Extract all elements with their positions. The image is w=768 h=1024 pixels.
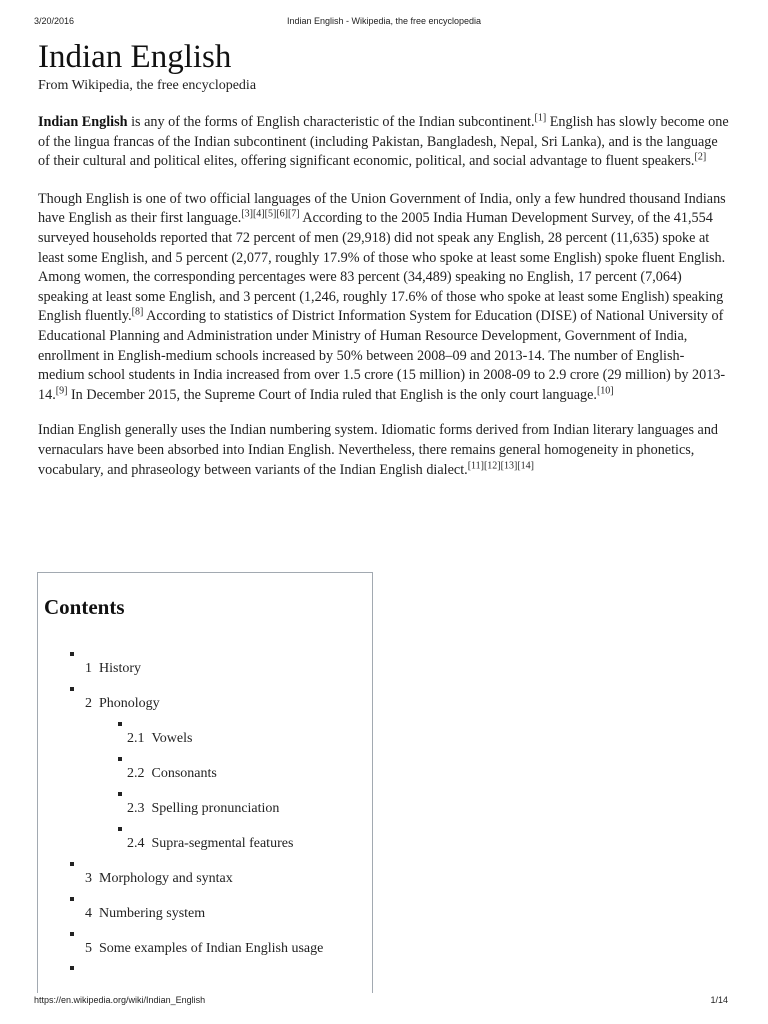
reference-link[interactable]: [8]: [131, 306, 144, 318]
toc-label: History: [99, 661, 141, 676]
table-of-contents: [37, 572, 373, 993]
site-tagline: From Wikipedia, the free encyclopedia: [38, 78, 257, 93]
toc-list: [38, 573, 372, 993]
toc-label: Vowels: [151, 731, 193, 746]
toc-title: Contents: [44, 595, 125, 619]
toc-bullet: [70, 966, 74, 970]
text-run: Though English is one of two official languages of the Union Government of India, only a few hundred thousand Indians have English as their first language.: [38, 190, 726, 227]
toc-item-examples-of-usage[interactable]: [85, 940, 323, 958]
print-footer: [0, 995, 768, 1009]
toc-label: Phonology: [99, 696, 160, 711]
toc-number: 2.4: [127, 836, 145, 851]
reference-link[interactable]: [9]: [55, 384, 68, 396]
article-body: [38, 38, 730, 480]
toc-item-spelling-pronunciation[interactable]: [127, 800, 279, 818]
bold-term: Indian English: [38, 114, 128, 130]
toc-number: 4: [85, 906, 92, 921]
lead-paragraph: [38, 113, 730, 172]
reference-link[interactable]: [3][4][5][6][7]: [241, 208, 300, 220]
toc-label: Supra-segmental features: [151, 836, 294, 851]
text-run: In December 2015, the Supreme Court of India ruled that English is the only court language.: [67, 386, 597, 403]
toc-number: 2.2: [127, 766, 145, 781]
print-page-title: Indian English - Wikipedia, the free encyclopedia: [286, 16, 482, 26]
reference-link[interactable]: [10]: [596, 384, 614, 396]
toc-bullet: [70, 652, 74, 656]
toc-bullet: [118, 792, 122, 796]
print-url: https://en.wikipedia.org/wiki/Indian_English: [34, 995, 206, 1005]
toc-item-vowels[interactable]: [127, 730, 192, 748]
paragraph-official-languages: [38, 190, 730, 406]
toc-item-morphology-and-syntax[interactable]: [85, 870, 233, 888]
toc-label: Some examples of Indian English usage: [99, 941, 324, 956]
text-run: is any of the forms of English characteristic of the Indian subcontinent.: [127, 114, 535, 130]
text-run: English has slowly become one of the lingua francas of the Indian subcontinent (including Pakistan, Bangladesh, Nepal, Sri Lanka), and is the language of their cultural and political elites, offering significant economic, political, and social advantage to fluent speakers.: [38, 114, 729, 170]
toc-item-history[interactable]: [85, 660, 141, 678]
page-title: Indian English: [38, 39, 232, 75]
toc-bullet: [118, 722, 122, 726]
toc-label: Numbering system: [99, 906, 206, 921]
toc-number: 5: [85, 941, 92, 956]
toc-number: 2: [85, 696, 92, 711]
paragraph-numbering-system: [38, 421, 730, 480]
toc-bullet: [118, 827, 122, 831]
toc-bullet: [70, 687, 74, 691]
toc-bullet: [70, 932, 74, 936]
toc-bullet: [70, 862, 74, 866]
toc-number: 2.1: [127, 731, 145, 746]
toc-item-supra-segmental-features[interactable]: [127, 835, 293, 853]
text-run: According to statistics of District Information System for Education (DISE) of National University of Educational Planning and Administration under Ministry of Human Resource Development, Government of India, enrollment in English-medium schools increased by 50% between 2008–09 and 2013-14. The number of English-medium school students in India increased from over 1.5 crore (15 million) in 2008-09 to 2.9 crore (29 million) by 2013-14.: [38, 308, 726, 403]
toc-item-consonants[interactable]: [127, 765, 217, 783]
toc-label: Consonants: [151, 766, 217, 781]
toc-item-phonology[interactable]: [85, 695, 160, 713]
reference-link[interactable]: [1]: [534, 112, 547, 124]
toc-number: 3: [85, 871, 92, 886]
toc-label: Spelling pronunciation: [151, 801, 280, 816]
toc-number: 1: [85, 661, 92, 676]
toc-item-numbering-system[interactable]: [85, 905, 205, 923]
print-date: 3/20/2016: [34, 16, 75, 26]
print-header: [0, 16, 768, 30]
reference-link[interactable]: [11][12][13][14]: [467, 459, 534, 471]
text-run: Indian English generally uses the Indian numbering system. Idiomatic forms derived from Indian literary languages and vernaculars have been absorbed into Indian English. Nevertheless, there remains general homogeneity in phonetics, vocabulary, and phraseology between variants of the Indian English dialect.: [38, 422, 719, 478]
toc-label: Morphology and syntax: [99, 871, 233, 886]
reference-link[interactable]: [2]: [694, 151, 707, 163]
toc-number: 2.3: [127, 801, 145, 816]
print-page-number: 1/14: [710, 995, 728, 1005]
text-run: According to the 2005 India Human Development Survey, of the 41,554 surveyed households reported that 72 percent of men (29,918) did not speak any English, 28 percent (11,635) spoke at least some English, and 5 percent (2,077, roughly 17.9% of those who spoke at least some English) spoke fluent English. Among women, the corresponding percentages were 83 percent (34,489) speaking no English, 17 percent (7,064) speaking at least some English, and 3 percent (1,246, roughly 17.6% of those who spoke at least some English) speaking English fluently.: [38, 210, 726, 325]
toc-bullet: [70, 897, 74, 901]
toc-bullet: [118, 757, 122, 761]
